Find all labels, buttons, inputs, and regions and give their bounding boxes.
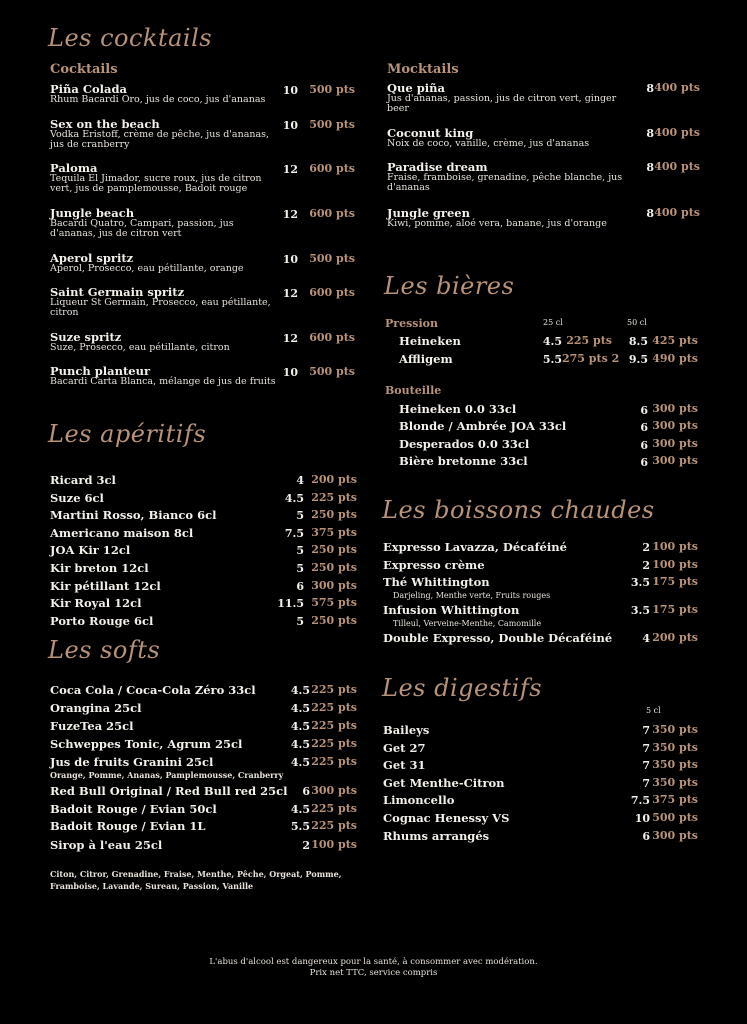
soft-price: 4.5 bbox=[290, 803, 310, 816]
col-25cl-header: 25 cl bbox=[543, 318, 563, 327]
hot-drink-points: 100 pts bbox=[652, 558, 698, 571]
soft-points: 225 pts bbox=[311, 683, 357, 696]
softs-section-title: Les softs bbox=[48, 636, 161, 664]
aperitif-points: 225 pts bbox=[311, 490, 357, 504]
cocktail-price: 10 bbox=[282, 84, 298, 97]
cocktail-desc: Liqueur St Germain, Prosecco, eau pétillante, citron bbox=[50, 297, 271, 318]
cocktail-price: 10 bbox=[282, 253, 298, 266]
digestif-name: Get 27 bbox=[383, 740, 426, 755]
soft-name: Badoit Rouge / Evian 1L bbox=[50, 819, 206, 833]
soft-name: Schweppes Tonic, Agrum 25cl bbox=[50, 737, 243, 751]
bouteille-points: 300 pts bbox=[652, 419, 698, 432]
digestif-name: Cognac Henessy VS bbox=[383, 811, 510, 825]
aperitif-points: 300 pts bbox=[311, 578, 357, 592]
hot-drink-price: 2 bbox=[642, 559, 650, 572]
soft-points: 300 pts bbox=[311, 784, 357, 797]
digestif-name: Get Menthe-Citron bbox=[383, 775, 505, 790]
hot-drink-price: 4 bbox=[642, 632, 650, 645]
soft-price: 6 bbox=[302, 785, 310, 798]
mocktail-price: 8 bbox=[646, 82, 654, 95]
aperitif-price: 5 bbox=[296, 544, 304, 558]
mocktail-desc: Kiwi, pomme, aloé vera, banane, jus d'orange bbox=[387, 218, 607, 229]
digestif-price: 10 bbox=[634, 812, 650, 825]
soft-name: FuzeTea 25cl bbox=[50, 719, 134, 733]
mocktail-price: 8 bbox=[646, 207, 654, 220]
digestif-name: Get 31 bbox=[383, 758, 426, 773]
chaudes-section-title: Les boissons chaudes bbox=[382, 496, 655, 524]
soft-points: 225 pts bbox=[311, 802, 357, 815]
digestif-price: 7 bbox=[642, 776, 650, 790]
aperitif-price: 5 bbox=[296, 614, 304, 628]
hot-drink-name: Expresso Lavazza, Décaféiné bbox=[383, 540, 567, 554]
digestif-points: 350 pts bbox=[652, 740, 698, 754]
aperitif-price: 4.5 bbox=[284, 491, 304, 505]
juice-note: Orange, Pomme, Ananas, Pamplemousse, Cranberry bbox=[50, 770, 284, 780]
cocktail-desc: Bacardi Carta Blanca, mélange de jus de fruits bbox=[50, 376, 276, 387]
bouteille-points: 300 pts bbox=[652, 437, 698, 450]
digestif-points: 350 pts bbox=[652, 723, 698, 736]
aperitif-points: 250 pts bbox=[311, 543, 357, 557]
digestif-price: 6 bbox=[642, 829, 650, 843]
sirop-note-line2: Framboise, Lavande, Sureau, Passion, Vanille bbox=[50, 881, 254, 891]
bouteille-beer-name: Desperados 0.0 33cl bbox=[399, 437, 530, 451]
hot-drink-points: 175 pts bbox=[652, 603, 698, 616]
soft-price: 4.5 bbox=[290, 684, 310, 697]
cocktail-price: 10 bbox=[282, 366, 298, 379]
soft-points: 225 pts bbox=[311, 755, 357, 768]
cocktail-price: 12 bbox=[282, 287, 298, 300]
soft-name: Jus de fruits Granini 25cl bbox=[50, 755, 214, 769]
soft-points: 225 pts bbox=[311, 737, 357, 750]
aperitif-price: 11.5 bbox=[277, 597, 304, 611]
footer-warning: L'abus d'alcool est dangereux pour la santé, à consommer avec modération. bbox=[209, 957, 538, 967]
soft-points: 225 pts bbox=[311, 819, 357, 832]
bouteille-label: Bouteille bbox=[385, 384, 442, 397]
bouteille-beer-name: Bière bretonne 33cl bbox=[399, 454, 528, 468]
mocktail-name: Paradise dream bbox=[387, 160, 488, 174]
cocktail-points: 600 pts bbox=[309, 331, 355, 344]
soft-name: Badoit Rouge / Evian 50cl bbox=[50, 802, 217, 816]
digestif-price: 7 bbox=[642, 741, 650, 755]
aperitif-name: Americano maison 8cl bbox=[50, 525, 194, 540]
digestif-price: 7 bbox=[642, 724, 650, 737]
pression-points-50cl: 425 pts bbox=[652, 334, 698, 347]
aperitif-points: 575 pts bbox=[311, 596, 357, 610]
pression-beer-name: Heineken bbox=[399, 334, 461, 348]
cocktail-price: 12 bbox=[282, 163, 298, 176]
hot-drink-price: 3.5 bbox=[630, 576, 650, 589]
soft-price: 4.5 bbox=[290, 756, 310, 769]
bouteille-beer-name: Blonde / Ambrée JOA 33cl bbox=[399, 419, 567, 433]
mocktail-name: Que piña bbox=[387, 81, 445, 95]
hot-drink-name: Infusion Whittington bbox=[383, 603, 520, 617]
digestif-points: 350 pts bbox=[652, 758, 698, 772]
cocktail-name: Sex on the beach bbox=[50, 117, 160, 131]
soft-name: Orangina 25cl bbox=[50, 701, 142, 715]
mocktail-desc: Jus d'ananas, passion, jus de citron vert, ginger beer bbox=[387, 93, 617, 114]
bouteille-price: 6 bbox=[640, 421, 648, 434]
cocktail-price: 12 bbox=[282, 332, 298, 345]
pression-beer-name: Affligem bbox=[399, 352, 453, 366]
aperitif-points: 250 pts bbox=[311, 508, 357, 522]
cocktails-section-title: Les cocktails bbox=[48, 24, 213, 52]
bouteille-price: 6 bbox=[640, 439, 648, 452]
aperitif-points: 250 pts bbox=[311, 561, 357, 574]
digestif-price: 7.5 bbox=[630, 794, 650, 808]
aperitif-name: Martini Rosso, Bianco 6cl bbox=[50, 508, 217, 523]
digestif-points: 375 pts bbox=[652, 793, 698, 807]
digestif-points: 300 pts bbox=[652, 828, 698, 842]
aperitif-price: 5 bbox=[296, 562, 304, 575]
aperitif-name: Porto Rouge 6cl bbox=[50, 613, 154, 628]
hot-drink-name: Double Expresso, Double Décaféiné bbox=[383, 631, 613, 645]
pression-price-50cl: 8.5 bbox=[628, 335, 648, 348]
digestif-points: 500 pts bbox=[652, 811, 698, 824]
soft-price: 4.5 bbox=[290, 720, 310, 733]
cocktail-points: 500 pts bbox=[309, 118, 355, 131]
hot-drink-price: 2 bbox=[642, 541, 650, 554]
cocktail-points: 600 pts bbox=[309, 207, 355, 220]
soft-points: 100 pts bbox=[311, 838, 357, 851]
aperitifs-section-title: Les apéritifs bbox=[48, 420, 207, 448]
aperitif-name: Kir Royal 12cl bbox=[50, 596, 142, 611]
soft-price: 4.5 bbox=[290, 702, 310, 715]
digestif-name: Rhums arrangés bbox=[383, 828, 490, 843]
cocktail-desc: Tequila El Jimador, sucre roux, jus de citron vert, jus de pamplemousse, Badoit rouge bbox=[50, 173, 262, 194]
pression-points-25cl: 275 pts 2 bbox=[562, 352, 620, 365]
cocktail-desc: Rhum Bacardi Oro, jus de coco, jus d'ananas bbox=[50, 94, 266, 105]
mocktail-points: 400 pts bbox=[654, 126, 700, 139]
aperitif-price: 5 bbox=[296, 509, 304, 523]
cocktail-name: Aperol spritz bbox=[50, 251, 134, 265]
cocktail-desc: Suze, Prosecco, eau pétillante, citron bbox=[50, 342, 230, 353]
cocktail-name: Suze spritz bbox=[50, 330, 122, 344]
mocktail-points: 400 pts bbox=[654, 160, 700, 173]
bouteille-beer-name: Heineken 0.0 33cl bbox=[399, 402, 517, 416]
the-note: Darjeling, Menthe verte, Fruits rouges bbox=[393, 591, 551, 600]
hot-drink-name: Thé Whittington bbox=[383, 575, 490, 589]
aperitif-points: 200 pts bbox=[311, 473, 357, 486]
mocktails-subtitle: Mocktails bbox=[387, 62, 459, 77]
cocktail-name: Paloma bbox=[50, 161, 98, 175]
cocktail-desc: Aperol, Prosecco, eau pétillante, orange bbox=[50, 263, 244, 274]
bouteille-price: 6 bbox=[640, 456, 648, 469]
cocktail-name: Saint Germain spritz bbox=[50, 285, 185, 299]
bouteille-points: 300 pts bbox=[652, 454, 698, 467]
cocktail-points: 600 pts bbox=[309, 286, 355, 299]
soft-points: 225 pts bbox=[311, 719, 357, 732]
aperitif-name: JOA Kir 12cl bbox=[50, 543, 131, 558]
col-5cl-header: 5 cl bbox=[646, 706, 661, 715]
mocktail-desc: Noix de coco, vanille, crème, jus d'ananas bbox=[387, 138, 590, 149]
cocktail-points: 500 pts bbox=[309, 83, 355, 96]
hot-drink-points: 175 pts bbox=[652, 575, 698, 588]
aperitif-points: 250 pts bbox=[311, 613, 357, 627]
soft-name: Red Bull Original / Red Bull red 25cl bbox=[50, 784, 288, 798]
cocktail-price: 10 bbox=[282, 119, 298, 132]
pression-price-25cl: 5.5 bbox=[542, 353, 562, 366]
bieres-section-title: Les bières bbox=[384, 272, 515, 300]
aperitif-price: 6 bbox=[296, 579, 304, 593]
footer-price-note: Prix net TTC, service compris bbox=[309, 968, 438, 978]
soft-points: 225 pts bbox=[311, 701, 357, 714]
soft-name: Coca Cola / Coca-Cola Zéro 33cl bbox=[50, 683, 256, 697]
soft-price: 2 bbox=[302, 839, 310, 852]
pression-price-50cl: 9.5 bbox=[628, 353, 648, 366]
mocktail-price: 8 bbox=[646, 161, 654, 174]
cocktail-points: 500 pts bbox=[309, 365, 355, 378]
mocktail-price: 8 bbox=[646, 127, 654, 140]
cocktail-points: 600 pts bbox=[309, 162, 355, 175]
aperitif-points: 375 pts bbox=[311, 525, 357, 539]
hot-drink-name: Expresso crème bbox=[383, 558, 485, 572]
soft-name: Sirop à l'eau 25cl bbox=[50, 838, 163, 852]
mocktail-name: Jungle green bbox=[387, 206, 470, 220]
aperitif-price: 4 bbox=[296, 474, 304, 487]
digestif-name: Limoncello bbox=[383, 793, 455, 808]
hot-drink-points: 200 pts bbox=[652, 631, 698, 644]
bouteille-price: 6 bbox=[640, 404, 648, 417]
digestif-points: 350 pts bbox=[652, 775, 698, 789]
cocktail-name: Piña Colada bbox=[50, 82, 127, 96]
soft-price: 4.5 bbox=[290, 738, 310, 751]
pression-points-25cl: 225 pts bbox=[566, 334, 612, 347]
soft-price: 5.5 bbox=[290, 820, 310, 833]
digestif-name: Baileys bbox=[383, 723, 430, 737]
hot-drink-price: 3.5 bbox=[630, 604, 650, 617]
cocktails-subtitle: Cocktails bbox=[50, 62, 118, 77]
pression-price-25cl: 4.5 bbox=[542, 335, 562, 348]
pression-points-50cl: 490 pts bbox=[652, 352, 698, 365]
aperitif-name: Ricard 3cl bbox=[50, 473, 116, 487]
cocktail-name: Jungle beach bbox=[50, 206, 135, 220]
cocktail-price: 12 bbox=[282, 208, 298, 221]
infusion-note: Tilleul, Verveine-Menthe, Camomille bbox=[393, 619, 542, 628]
sirop-note-line1: Citon, Citror, Grenadine, Fraise, Menthe, Pêche, Orgeat, Pomme, bbox=[50, 869, 342, 879]
aperitif-name: Kir pétillant 12cl bbox=[50, 578, 161, 593]
cocktail-points: 500 pts bbox=[309, 252, 355, 265]
col-50cl-header: 50 cl bbox=[627, 318, 647, 327]
aperitif-price: 7.5 bbox=[284, 526, 304, 540]
mocktail-name: Coconut king bbox=[387, 126, 474, 140]
aperitif-name: Suze 6cl bbox=[50, 490, 104, 505]
pression-label: Pression bbox=[385, 317, 438, 330]
bouteille-points: 300 pts bbox=[652, 402, 698, 415]
cocktail-desc: Vodka Eristoff, crème de pêche, jus d'ananas, jus de cranberry bbox=[50, 129, 270, 150]
digestif-price: 7 bbox=[642, 759, 650, 773]
hot-drink-points: 100 pts bbox=[652, 540, 698, 553]
cocktail-name: Punch planteur bbox=[50, 364, 151, 378]
digestifs-section-title: Les digestifs bbox=[382, 674, 543, 702]
mocktail-desc: Fraise, framboise, grenadine, pêche blanche, jus d'ananas bbox=[387, 172, 623, 193]
cocktail-desc: Bacardi Quatro, Campari, passion, jus d'ananas, jus de citron vert bbox=[50, 218, 234, 239]
mocktail-points: 400 pts bbox=[654, 81, 700, 94]
mocktail-points: 400 pts bbox=[654, 206, 700, 219]
aperitif-name: Kir breton 12cl bbox=[50, 561, 149, 575]
